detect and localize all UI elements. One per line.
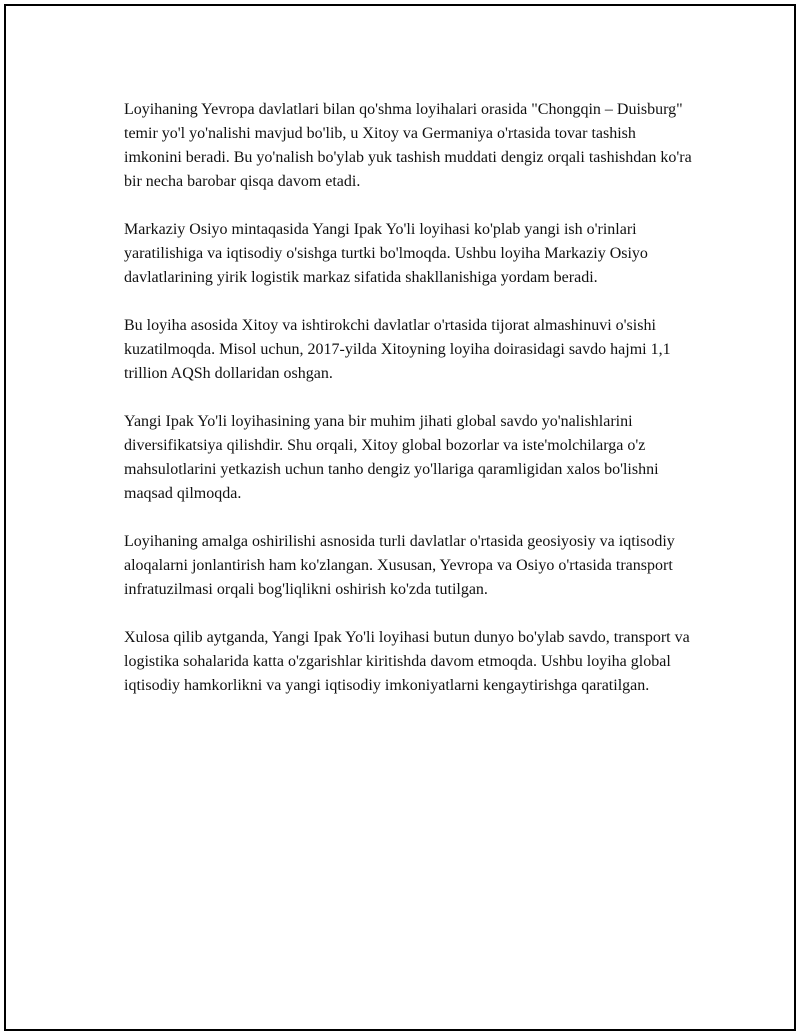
- paragraph-4: Yangi Ipak Yo'li loyihasining yana bir muhim jihati global savdo yo'nalishlarini diversifikatsiya qilishdir. Shu orqali, Xitoy global bozorlar va iste'molchilarga o'z mahsulotlarini yetkazish uchun tanho dengiz yo'llariga qaramligidan xalos bo'lishni maqsad qilmoqda.: [124, 413, 659, 502]
- paragraph-1: Loyihaning Yevropa davlatlari bilan qo'shma loyihalari orasida "Chongqin – Duisburg" temir yo'l yo'nalishi mavjud bo'lib, u Xitoy va Germaniya o'rtasida tovar tashish imkonini beradi. Bu yo'nalish bo'ylab yuk tashish muddati dengiz orqali tashishdan ko'ra bir necha barobar qisqa davom etadi.: [124, 101, 692, 190]
- page-frame: [4, 4, 796, 1031]
- paragraph-6: Xulosa qilib aytganda, Yangi Ipak Yo'li loyihasi butun dunyo bo'ylab savdo, transport va logistika sohalarida katta o'zgarishlar kiritishda davom etmoqda. Ushbu loyiha global iqtisodiy hamkorlikni va yangi iqtisodiy imkoniyatlarni kengaytirishga qaratilgan.: [124, 629, 690, 694]
- paragraph-3: Bu loyiha asosida Xitoy va ishtirokchi davlatlar o'rtasida tijorat almashinuvi o'sishi kuzatilmoqda. Misol uchun, 2017-yilda Xitoyning loyiha doirasidagi savdo hajmi 1,1 trillion AQSh dollaridan oshgan.: [124, 317, 671, 382]
- paragraph-5: Loyihaning amalga oshirilishi asnosida turli davlatlar o'rtasida geosiyosiy va iqtisodiy aloqalarni jonlantirish ham ko'zlangan. Xususan, Yevropa va Osiyo o'rtasida transport infratuzilmasi orqali bog'liqlikni oshirish ko'zda tutilgan.: [124, 533, 675, 598]
- paragraph-2: Markaziy Osiyo mintaqasida Yangi Ipak Yo'li loyihasi ko'plab yangi ish o'rinlari yaratilishiga va iqtisodiy o'sishga turtki bo'lmoqda. Ushbu loyiha Markaziy Osiyo davlatlarining yirik logistik markaz sifatida shakllanishiga yordam beradi.: [124, 221, 648, 286]
- document-body: [124, 98, 696, 722]
